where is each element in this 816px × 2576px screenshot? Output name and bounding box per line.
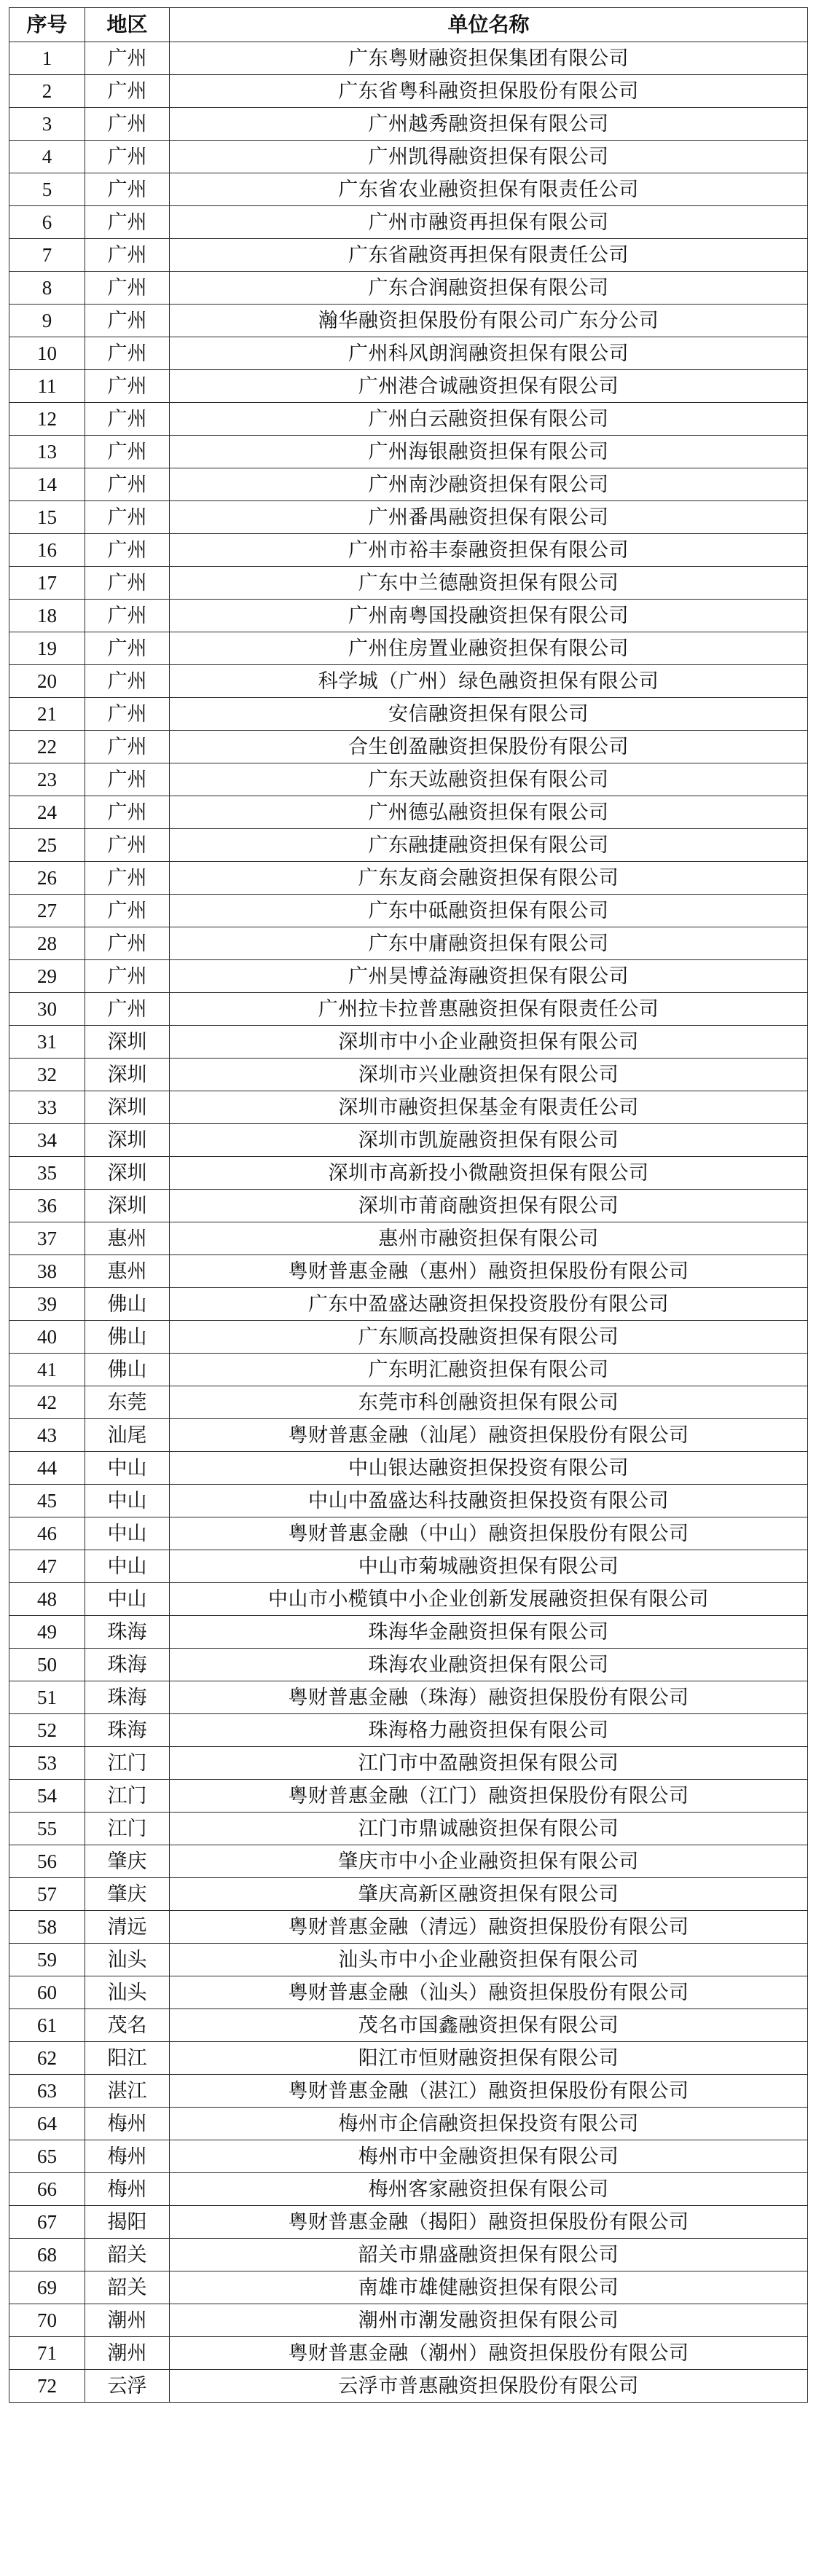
table-row (9, 42, 808, 75)
cell-company-name: 粤财普惠金融（湛江）融资担保股份有限公司 (170, 2075, 808, 2108)
table-row (9, 305, 808, 337)
table-row (9, 2075, 808, 2108)
cell-serial-number: 71 (9, 2337, 85, 2370)
document-sheet (9, 7, 807, 2403)
cell-serial-number: 11 (9, 370, 85, 403)
cell-company-name: 汕头市中小企业融资担保有限公司 (170, 1944, 808, 1976)
table-row (9, 1517, 808, 1550)
cell-serial-number: 63 (9, 2075, 85, 2108)
cell-region: 广州 (85, 206, 170, 239)
cell-company-name: 粤财普惠金融（潮州）融资担保股份有限公司 (170, 2337, 808, 2370)
cell-serial-number: 26 (9, 862, 85, 895)
cell-region: 深圳 (85, 1091, 170, 1124)
cell-region: 广州 (85, 370, 170, 403)
cell-serial-number: 29 (9, 960, 85, 993)
cell-serial-number: 59 (9, 1944, 85, 1976)
cell-company-name: 珠海华金融资担保有限公司 (170, 1616, 808, 1649)
cell-company-name: 广州南沙融资担保有限公司 (170, 468, 808, 501)
cell-region: 广州 (85, 534, 170, 567)
cell-company-name: 广东天竑融资担保有限公司 (170, 763, 808, 796)
cell-serial-number: 45 (9, 1485, 85, 1517)
cell-region: 江门 (85, 1813, 170, 1845)
cell-serial-number: 43 (9, 1419, 85, 1452)
cell-region: 惠州 (85, 1222, 170, 1255)
cell-region: 梅州 (85, 2173, 170, 2206)
cell-region: 深圳 (85, 1190, 170, 1222)
cell-region: 韶关 (85, 2239, 170, 2271)
cell-company-name: 广东中庸融资担保有限公司 (170, 927, 808, 960)
cell-serial-number: 24 (9, 796, 85, 829)
cell-company-name: 茂名市国鑫融资担保有限公司 (170, 2009, 808, 2042)
cell-region: 潮州 (85, 2304, 170, 2337)
cell-serial-number: 42 (9, 1386, 85, 1419)
table-row (9, 1288, 808, 1321)
cell-serial-number: 22 (9, 731, 85, 763)
cell-serial-number: 13 (9, 436, 85, 468)
header-serial-number: 序号 (9, 8, 85, 42)
cell-serial-number: 55 (9, 1813, 85, 1845)
table-row (9, 501, 808, 534)
cell-region: 广州 (85, 698, 170, 731)
cell-company-name: 广东明汇融资担保有限公司 (170, 1354, 808, 1386)
table-row (9, 436, 808, 468)
cell-region: 韶关 (85, 2271, 170, 2304)
cell-region: 广州 (85, 993, 170, 1026)
table-row (9, 1681, 808, 1714)
cell-company-name: 广州拉卡拉普惠融资担保有限责任公司 (170, 993, 808, 1026)
cell-serial-number: 33 (9, 1091, 85, 1124)
table-row (9, 1944, 808, 1976)
cell-serial-number: 16 (9, 534, 85, 567)
table-row (9, 337, 808, 370)
cell-serial-number: 65 (9, 2140, 85, 2173)
cell-region: 梅州 (85, 2140, 170, 2173)
cell-company-name: 梅州市中金融资担保有限公司 (170, 2140, 808, 2173)
cell-company-name: 中山银达融资担保投资有限公司 (170, 1452, 808, 1485)
table-row (9, 1878, 808, 1911)
table-row (9, 927, 808, 960)
cell-region: 中山 (85, 1550, 170, 1583)
cell-company-name: 深圳市凯旋融资担保有限公司 (170, 1124, 808, 1157)
cell-region: 珠海 (85, 1714, 170, 1747)
cell-serial-number: 37 (9, 1222, 85, 1255)
cell-company-name: 深圳市融资担保基金有限责任公司 (170, 1091, 808, 1124)
cell-company-name: 瀚华融资担保股份有限公司广东分公司 (170, 305, 808, 337)
cell-region: 潮州 (85, 2337, 170, 2370)
cell-company-name: 广东中砥融资担保有限公司 (170, 895, 808, 927)
cell-serial-number: 52 (9, 1714, 85, 1747)
cell-company-name: 广州南粤国投融资担保有限公司 (170, 600, 808, 632)
table-row (9, 960, 808, 993)
table-row (9, 2140, 808, 2173)
cell-region: 珠海 (85, 1681, 170, 1714)
table-row (9, 239, 808, 272)
guarantee-company-table (9, 7, 808, 2403)
table-row (9, 2042, 808, 2075)
table-row (9, 1124, 808, 1157)
cell-region: 广州 (85, 173, 170, 206)
cell-company-name: 粤财普惠金融（揭阳）融资担保股份有限公司 (170, 2206, 808, 2239)
cell-serial-number: 58 (9, 1911, 85, 1944)
cell-company-name: 深圳市中小企业融资担保有限公司 (170, 1026, 808, 1059)
cell-region: 广州 (85, 108, 170, 141)
table-row (9, 1157, 808, 1190)
cell-region: 汕头 (85, 1976, 170, 2009)
cell-region: 佛山 (85, 1321, 170, 1354)
cell-region: 梅州 (85, 2108, 170, 2140)
cell-company-name: 江门市鼎诚融资担保有限公司 (170, 1813, 808, 1845)
cell-serial-number: 38 (9, 1255, 85, 1288)
cell-company-name: 东莞市科创融资担保有限公司 (170, 1386, 808, 1419)
cell-region: 阳江 (85, 2042, 170, 2075)
table-row (9, 2173, 808, 2206)
cell-region: 广州 (85, 468, 170, 501)
cell-serial-number: 28 (9, 927, 85, 960)
cell-region: 广州 (85, 75, 170, 108)
table-row (9, 2239, 808, 2271)
cell-serial-number: 5 (9, 173, 85, 206)
cell-serial-number: 62 (9, 2042, 85, 2075)
cell-region: 揭阳 (85, 2206, 170, 2239)
cell-serial-number: 41 (9, 1354, 85, 1386)
cell-serial-number: 70 (9, 2304, 85, 2337)
cell-region: 东莞 (85, 1386, 170, 1419)
cell-region: 汕头 (85, 1944, 170, 1976)
cell-region: 汕尾 (85, 1419, 170, 1452)
table-row (9, 1813, 808, 1845)
cell-region: 广州 (85, 600, 170, 632)
cell-serial-number: 57 (9, 1878, 85, 1911)
cell-company-name: 粤财普惠金融（江门）融资担保股份有限公司 (170, 1780, 808, 1813)
cell-region: 深圳 (85, 1059, 170, 1091)
cell-serial-number: 6 (9, 206, 85, 239)
table-row (9, 829, 808, 862)
cell-region: 中山 (85, 1452, 170, 1485)
cell-region: 广州 (85, 403, 170, 436)
cell-region: 广州 (85, 567, 170, 600)
cell-company-name: 惠州市融资担保有限公司 (170, 1222, 808, 1255)
cell-serial-number: 47 (9, 1550, 85, 1583)
cell-region: 云浮 (85, 2370, 170, 2403)
cell-serial-number: 48 (9, 1583, 85, 1616)
cell-serial-number: 18 (9, 600, 85, 632)
cell-serial-number: 40 (9, 1321, 85, 1354)
cell-company-name: 江门市中盈融资担保有限公司 (170, 1747, 808, 1780)
cell-region: 广州 (85, 272, 170, 305)
table-row (9, 600, 808, 632)
cell-region: 江门 (85, 1747, 170, 1780)
cell-serial-number: 39 (9, 1288, 85, 1321)
cell-region: 广州 (85, 796, 170, 829)
table-header-row (9, 8, 808, 42)
cell-serial-number: 56 (9, 1845, 85, 1878)
cell-serial-number: 3 (9, 108, 85, 141)
cell-company-name: 中山市小榄镇中小企业创新发展融资担保有限公司 (170, 1583, 808, 1616)
cell-region: 广州 (85, 960, 170, 993)
cell-region: 佛山 (85, 1354, 170, 1386)
table-row (9, 763, 808, 796)
cell-serial-number: 8 (9, 272, 85, 305)
cell-company-name: 南雄市雄健融资担保有限公司 (170, 2271, 808, 2304)
cell-serial-number: 7 (9, 239, 85, 272)
table-row (9, 370, 808, 403)
cell-serial-number: 23 (9, 763, 85, 796)
table-row (9, 895, 808, 927)
cell-serial-number: 17 (9, 567, 85, 600)
cell-region: 茂名 (85, 2009, 170, 2042)
cell-region: 广州 (85, 829, 170, 862)
cell-company-name: 潮州市潮发融资担保有限公司 (170, 2304, 808, 2337)
cell-company-name: 梅州客家融资担保有限公司 (170, 2173, 808, 2206)
cell-region: 肇庆 (85, 1878, 170, 1911)
cell-serial-number: 44 (9, 1452, 85, 1485)
cell-serial-number: 19 (9, 632, 85, 665)
table-row (9, 1222, 808, 1255)
cell-region: 珠海 (85, 1649, 170, 1681)
cell-company-name: 科学城（广州）绿色融资担保有限公司 (170, 665, 808, 698)
cell-company-name: 广州德弘融资担保有限公司 (170, 796, 808, 829)
table-row (9, 1485, 808, 1517)
header-company-name: 单位名称 (170, 8, 808, 42)
cell-serial-number: 49 (9, 1616, 85, 1649)
cell-region: 广州 (85, 862, 170, 895)
table-row (9, 1321, 808, 1354)
cell-company-name: 中山市菊城融资担保有限公司 (170, 1550, 808, 1583)
cell-serial-number: 50 (9, 1649, 85, 1681)
table-row (9, 1190, 808, 1222)
cell-serial-number: 36 (9, 1190, 85, 1222)
cell-company-name: 广东中兰德融资担保有限公司 (170, 567, 808, 600)
table-row (9, 534, 808, 567)
cell-company-name: 肇庆市中小企业融资担保有限公司 (170, 1845, 808, 1878)
cell-region: 广州 (85, 141, 170, 173)
table-row (9, 1714, 808, 1747)
cell-serial-number: 4 (9, 141, 85, 173)
table-row (9, 468, 808, 501)
cell-company-name: 珠海格力融资担保有限公司 (170, 1714, 808, 1747)
cell-company-name: 安信融资担保有限公司 (170, 698, 808, 731)
table-row (9, 1780, 808, 1813)
cell-serial-number: 64 (9, 2108, 85, 2140)
cell-region: 广州 (85, 501, 170, 534)
cell-company-name: 粤财普惠金融（珠海）融资担保股份有限公司 (170, 1681, 808, 1714)
table-row (9, 108, 808, 141)
cell-serial-number: 69 (9, 2271, 85, 2304)
cell-company-name: 深圳市兴业融资担保有限公司 (170, 1059, 808, 1091)
cell-region: 中山 (85, 1485, 170, 1517)
table-row (9, 1845, 808, 1878)
table-row (9, 731, 808, 763)
table-row (9, 1911, 808, 1944)
cell-company-name: 云浮市普惠融资担保股份有限公司 (170, 2370, 808, 2403)
cell-company-name: 广州市裕丰泰融资担保有限公司 (170, 534, 808, 567)
cell-company-name: 广东融捷融资担保有限公司 (170, 829, 808, 862)
cell-region: 深圳 (85, 1157, 170, 1190)
cell-company-name: 广东中盈盛达融资担保投资股份有限公司 (170, 1288, 808, 1321)
cell-serial-number: 68 (9, 2239, 85, 2271)
cell-region: 广州 (85, 42, 170, 75)
cell-region: 清远 (85, 1911, 170, 1944)
cell-serial-number: 30 (9, 993, 85, 1026)
cell-company-name: 广州科风朗润融资担保有限公司 (170, 337, 808, 370)
cell-company-name: 广东友商会融资担保有限公司 (170, 862, 808, 895)
table-row (9, 698, 808, 731)
table-row (9, 1091, 808, 1124)
table-row (9, 403, 808, 436)
table-row (9, 1255, 808, 1288)
cell-serial-number: 20 (9, 665, 85, 698)
cell-company-name: 合生创盈融资担保股份有限公司 (170, 731, 808, 763)
cell-company-name: 广东省农业融资担保有限责任公司 (170, 173, 808, 206)
cell-company-name: 广州番禺融资担保有限公司 (170, 501, 808, 534)
table-row (9, 75, 808, 108)
cell-region: 广州 (85, 763, 170, 796)
header-region: 地区 (85, 8, 170, 42)
cell-serial-number: 35 (9, 1157, 85, 1190)
cell-region: 广州 (85, 895, 170, 927)
cell-company-name: 广州市融资再担保有限公司 (170, 206, 808, 239)
cell-serial-number: 51 (9, 1681, 85, 1714)
cell-company-name: 广州越秀融资担保有限公司 (170, 108, 808, 141)
cell-company-name: 中山中盈盛达科技融资担保投资有限公司 (170, 1485, 808, 1517)
cell-region: 深圳 (85, 1124, 170, 1157)
cell-region: 中山 (85, 1583, 170, 1616)
table-row (9, 2108, 808, 2140)
cell-region: 肇庆 (85, 1845, 170, 1878)
table-row (9, 2370, 808, 2403)
cell-serial-number: 34 (9, 1124, 85, 1157)
cell-region: 广州 (85, 337, 170, 370)
cell-region: 广州 (85, 665, 170, 698)
table-row (9, 173, 808, 206)
cell-company-name: 粤财普惠金融（汕尾）融资担保股份有限公司 (170, 1419, 808, 1452)
cell-region: 惠州 (85, 1255, 170, 1288)
cell-serial-number: 15 (9, 501, 85, 534)
cell-region: 广州 (85, 731, 170, 763)
cell-company-name: 广东顺高投融资担保有限公司 (170, 1321, 808, 1354)
cell-serial-number: 60 (9, 1976, 85, 2009)
cell-region: 广州 (85, 305, 170, 337)
cell-serial-number: 67 (9, 2206, 85, 2239)
table-row (9, 993, 808, 1026)
cell-serial-number: 2 (9, 75, 85, 108)
cell-company-name: 肇庆高新区融资担保有限公司 (170, 1878, 808, 1911)
cell-company-name: 广州昊博益海融资担保有限公司 (170, 960, 808, 993)
cell-serial-number: 53 (9, 1747, 85, 1780)
cell-company-name: 广东省粤科融资担保股份有限公司 (170, 75, 808, 108)
cell-serial-number: 14 (9, 468, 85, 501)
table-row (9, 567, 808, 600)
table-body (9, 42, 808, 2403)
cell-serial-number: 12 (9, 403, 85, 436)
cell-company-name: 粤财普惠金融（清远）融资担保股份有限公司 (170, 1911, 808, 1944)
table-row (9, 1583, 808, 1616)
table-row (9, 2206, 808, 2239)
table-row (9, 796, 808, 829)
cell-region: 中山 (85, 1517, 170, 1550)
cell-company-name: 广东省融资再担保有限责任公司 (170, 239, 808, 272)
cell-serial-number: 72 (9, 2370, 85, 2403)
table-row (9, 2304, 808, 2337)
cell-company-name: 阳江市恒财融资担保有限公司 (170, 2042, 808, 2075)
cell-serial-number: 21 (9, 698, 85, 731)
cell-region: 深圳 (85, 1026, 170, 1059)
cell-company-name: 粤财普惠金融（汕头）融资担保股份有限公司 (170, 1976, 808, 2009)
cell-region: 江门 (85, 1780, 170, 1813)
table-row (9, 1976, 808, 2009)
table-row (9, 272, 808, 305)
cell-region: 广州 (85, 436, 170, 468)
cell-serial-number: 66 (9, 2173, 85, 2206)
cell-company-name: 韶关市鼎盛融资担保有限公司 (170, 2239, 808, 2271)
table-row (9, 1026, 808, 1059)
table-row (9, 1386, 808, 1419)
cell-region: 广州 (85, 632, 170, 665)
table-row (9, 2337, 808, 2370)
table-row (9, 1419, 808, 1452)
cell-serial-number: 61 (9, 2009, 85, 2042)
table-row (9, 206, 808, 239)
cell-company-name: 珠海农业融资担保有限公司 (170, 1649, 808, 1681)
cell-serial-number: 54 (9, 1780, 85, 1813)
cell-region: 广州 (85, 239, 170, 272)
table-row (9, 862, 808, 895)
cell-company-name: 广州凯得融资担保有限公司 (170, 141, 808, 173)
cell-serial-number: 31 (9, 1026, 85, 1059)
table-row (9, 665, 808, 698)
cell-company-name: 广东合润融资担保有限公司 (170, 272, 808, 305)
cell-region: 湛江 (85, 2075, 170, 2108)
table-row (9, 1550, 808, 1583)
cell-company-name: 粤财普惠金融（中山）融资担保股份有限公司 (170, 1517, 808, 1550)
cell-company-name: 广东粤财融资担保集团有限公司 (170, 42, 808, 75)
table-row (9, 1452, 808, 1485)
cell-region: 广州 (85, 927, 170, 960)
cell-company-name: 梅州市企信融资担保投资有限公司 (170, 2108, 808, 2140)
table-row (9, 2271, 808, 2304)
table-row (9, 632, 808, 665)
cell-company-name: 深圳市高新投小微融资担保有限公司 (170, 1157, 808, 1190)
cell-region: 佛山 (85, 1288, 170, 1321)
table-row (9, 1354, 808, 1386)
cell-company-name: 广州白云融资担保有限公司 (170, 403, 808, 436)
cell-serial-number: 27 (9, 895, 85, 927)
cell-serial-number: 10 (9, 337, 85, 370)
cell-company-name: 广州港合诚融资担保有限公司 (170, 370, 808, 403)
cell-region: 珠海 (85, 1616, 170, 1649)
cell-serial-number: 9 (9, 305, 85, 337)
table-row (9, 1616, 808, 1649)
cell-company-name: 深圳市莆商融资担保有限公司 (170, 1190, 808, 1222)
cell-company-name: 粤财普惠金融（惠州）融资担保股份有限公司 (170, 1255, 808, 1288)
table-row (9, 141, 808, 173)
table-row (9, 1059, 808, 1091)
table-row (9, 2009, 808, 2042)
cell-serial-number: 46 (9, 1517, 85, 1550)
cell-company-name: 广州住房置业融资担保有限公司 (170, 632, 808, 665)
cell-serial-number: 25 (9, 829, 85, 862)
cell-serial-number: 32 (9, 1059, 85, 1091)
table-row (9, 1747, 808, 1780)
cell-serial-number: 1 (9, 42, 85, 75)
cell-company-name: 广州海银融资担保有限公司 (170, 436, 808, 468)
table-row (9, 1649, 808, 1681)
